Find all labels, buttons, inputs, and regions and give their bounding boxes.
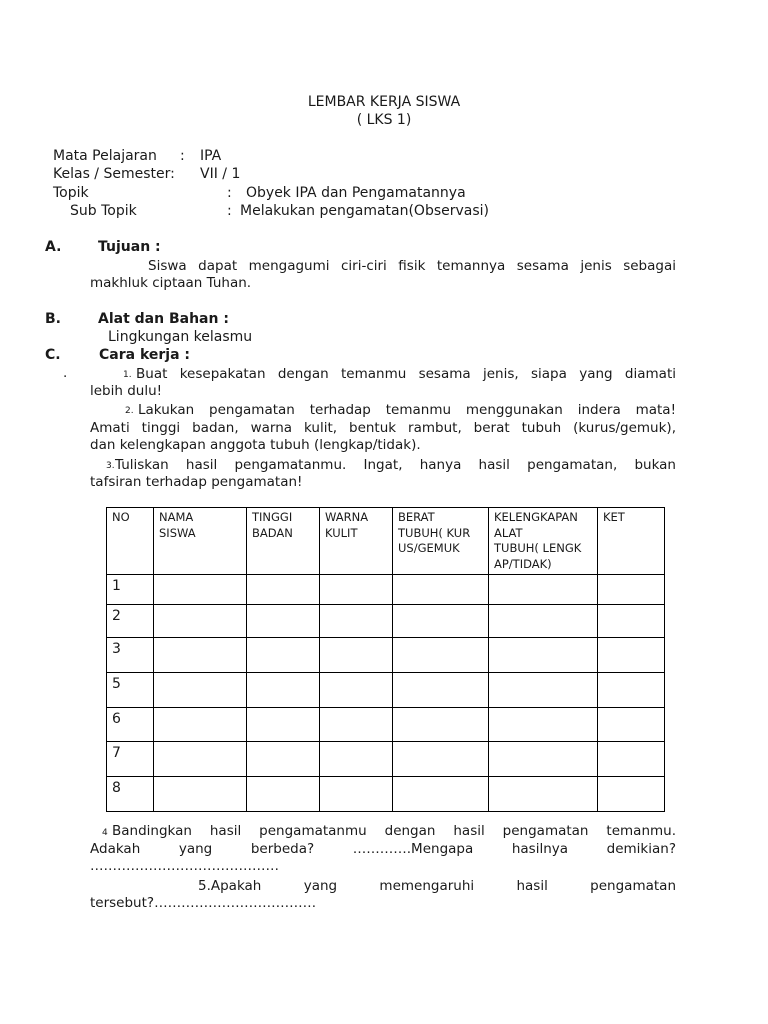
kelas-label: Kelas / Semester:	[53, 166, 175, 182]
empty-cell[interactable]	[154, 742, 247, 777]
empty-cell[interactable]	[247, 575, 320, 605]
page-subtitle: ( LKS 1)	[356, 112, 412, 128]
q5-line1: 5.Apakah yang memengaruhi hasil pengamatan	[198, 878, 676, 894]
empty-cell[interactable]	[598, 708, 665, 742]
empty-cell[interactable]	[598, 605, 665, 638]
row-number-cell: 7	[107, 742, 154, 777]
empty-cell[interactable]	[489, 605, 598, 638]
step1-line2: lebih dulu!	[90, 383, 163, 399]
empty-cell[interactable]	[489, 708, 598, 742]
empty-cell[interactable]	[393, 673, 489, 708]
table-row	[107, 742, 665, 777]
row-number-cell: 2	[107, 605, 154, 638]
empty-cell[interactable]	[247, 708, 320, 742]
empty-cell[interactable]	[489, 673, 598, 708]
empty-cell[interactable]	[393, 708, 489, 742]
mapel-value: IPA	[200, 148, 222, 164]
section-b-heading: Alat dan Bahan :	[98, 311, 229, 327]
empty-cell[interactable]	[489, 638, 598, 673]
q5-line2: tersebut?………………………………	[90, 895, 317, 911]
empty-cell[interactable]	[598, 777, 665, 812]
empty-cell[interactable]	[247, 605, 320, 638]
empty-cell[interactable]	[320, 777, 393, 812]
step1-number: 1.	[123, 370, 132, 380]
empty-cell[interactable]	[489, 575, 598, 605]
step3-number: 3.	[106, 461, 115, 471]
empty-cell[interactable]	[154, 575, 247, 605]
section-a-letter: A.	[45, 239, 62, 255]
empty-cell[interactable]	[320, 605, 393, 638]
q4-line1: Bandingkan hasil pengamatanmu dengan hasil pengamatan temanmu.	[112, 823, 676, 839]
empty-cell[interactable]	[598, 638, 665, 673]
empty-cell[interactable]	[489, 777, 598, 812]
empty-cell[interactable]	[320, 673, 393, 708]
empty-cell[interactable]	[393, 742, 489, 777]
row-number-cell: 5	[107, 673, 154, 708]
empty-cell[interactable]	[154, 777, 247, 812]
table-header-cell: KET	[598, 508, 665, 575]
empty-cell[interactable]	[320, 742, 393, 777]
table-row	[107, 777, 665, 812]
empty-cell[interactable]	[320, 708, 393, 742]
q4-number: 4	[102, 828, 108, 838]
row-number-cell: 8	[107, 777, 154, 812]
q4-line3: ……………………………………	[90, 858, 279, 874]
subtopik-sep: :	[227, 203, 232, 219]
table-header-cell: TINGGI BADAN	[247, 508, 320, 575]
kelas-value: VII / 1	[200, 166, 241, 182]
row-number-cell: 3	[107, 638, 154, 673]
empty-cell[interactable]	[154, 605, 247, 638]
empty-cell[interactable]	[598, 742, 665, 777]
topik-label: Topik	[53, 185, 89, 201]
section-a-line2: makhluk ciptaan Tuhan.	[90, 275, 252, 291]
empty-cell[interactable]	[489, 742, 598, 777]
section-c-letter: C.	[45, 347, 61, 363]
step2-number: 2.	[125, 406, 134, 416]
q4-line2: Adakah yang berbeda? ………….Mengapa hasilnya demikian?	[90, 841, 676, 857]
table-row	[107, 605, 665, 638]
table-row	[107, 575, 665, 605]
empty-cell[interactable]	[154, 673, 247, 708]
empty-cell[interactable]	[598, 673, 665, 708]
step2-line3: dan kelengkapan anggota tubuh (lengkap/tidak).	[90, 437, 421, 453]
table-body	[107, 575, 665, 812]
step3-line2: tafsiran terhadap pengamatan!	[90, 474, 303, 490]
section-c-heading: Cara kerja :	[99, 347, 190, 363]
step2-line2: Amati tinggi badan, warna kulit, bentuk rambut, berat tubuh (kurus/gemuk),	[90, 420, 676, 436]
topik-sep: :	[227, 185, 232, 201]
mapel-label: Mata Pelajaran	[53, 148, 157, 164]
empty-cell[interactable]	[247, 638, 320, 673]
empty-cell[interactable]	[247, 673, 320, 708]
page-title: LEMBAR KERJA SISWA	[307, 94, 461, 110]
row-number-cell: 6	[107, 708, 154, 742]
section-b-text: Lingkungan kelasmu	[108, 329, 253, 345]
table-header-row	[107, 508, 665, 575]
table-row	[107, 638, 665, 673]
mapel-sep: :	[180, 148, 185, 164]
empty-cell[interactable]	[154, 708, 247, 742]
topik-value: Obyek IPA dan Pengamatannya	[246, 185, 466, 201]
table-header-cell: KELENGKAPAN ALAT TUBUH( LENGK AP/TIDAK)	[489, 508, 598, 575]
empty-cell[interactable]	[247, 777, 320, 812]
empty-cell[interactable]	[598, 575, 665, 605]
section-a-line1: Siswa dapat mengagumi ciri-ciri fisik temannya sesama jenis sebagai	[148, 258, 676, 274]
table-header-cell: NO	[107, 508, 154, 575]
empty-cell[interactable]	[393, 777, 489, 812]
table-header-cell: BERAT TUBUH( KUR US/GEMUK	[393, 508, 489, 575]
section-a-heading: Tujuan :	[98, 239, 161, 255]
table-row	[107, 708, 665, 742]
section-b-letter: B.	[45, 311, 61, 327]
empty-cell[interactable]	[247, 742, 320, 777]
table-header-cell: NAMA SISWA	[154, 508, 247, 575]
empty-cell[interactable]	[393, 575, 489, 605]
row-number-cell: 1	[107, 575, 154, 605]
step2-line1: Lakukan pengamatan terhadap temanmu menggunakan indera mata!	[138, 402, 676, 418]
subtopik-label: Sub Topik	[70, 203, 137, 219]
empty-cell[interactable]	[320, 575, 393, 605]
subtopik-value: Melakukan pengamatan(Observasi)	[240, 203, 490, 219]
step1-line1: Buat kesepakatan dengan temanmu sesama jenis, siapa yang diamati	[136, 366, 676, 382]
empty-cell[interactable]	[393, 638, 489, 673]
empty-cell[interactable]	[154, 638, 247, 673]
bullet-dot: .	[63, 365, 68, 381]
empty-cell[interactable]	[393, 605, 489, 638]
table-row	[107, 673, 665, 708]
observation-table	[106, 507, 665, 812]
table-header-cell: WARNA KULIT	[320, 508, 393, 575]
empty-cell[interactable]	[320, 638, 393, 673]
step3-line1: Tuliskan hasil pengamatanmu. Ingat, hanya hasil pengamatan, bukan	[115, 457, 676, 473]
